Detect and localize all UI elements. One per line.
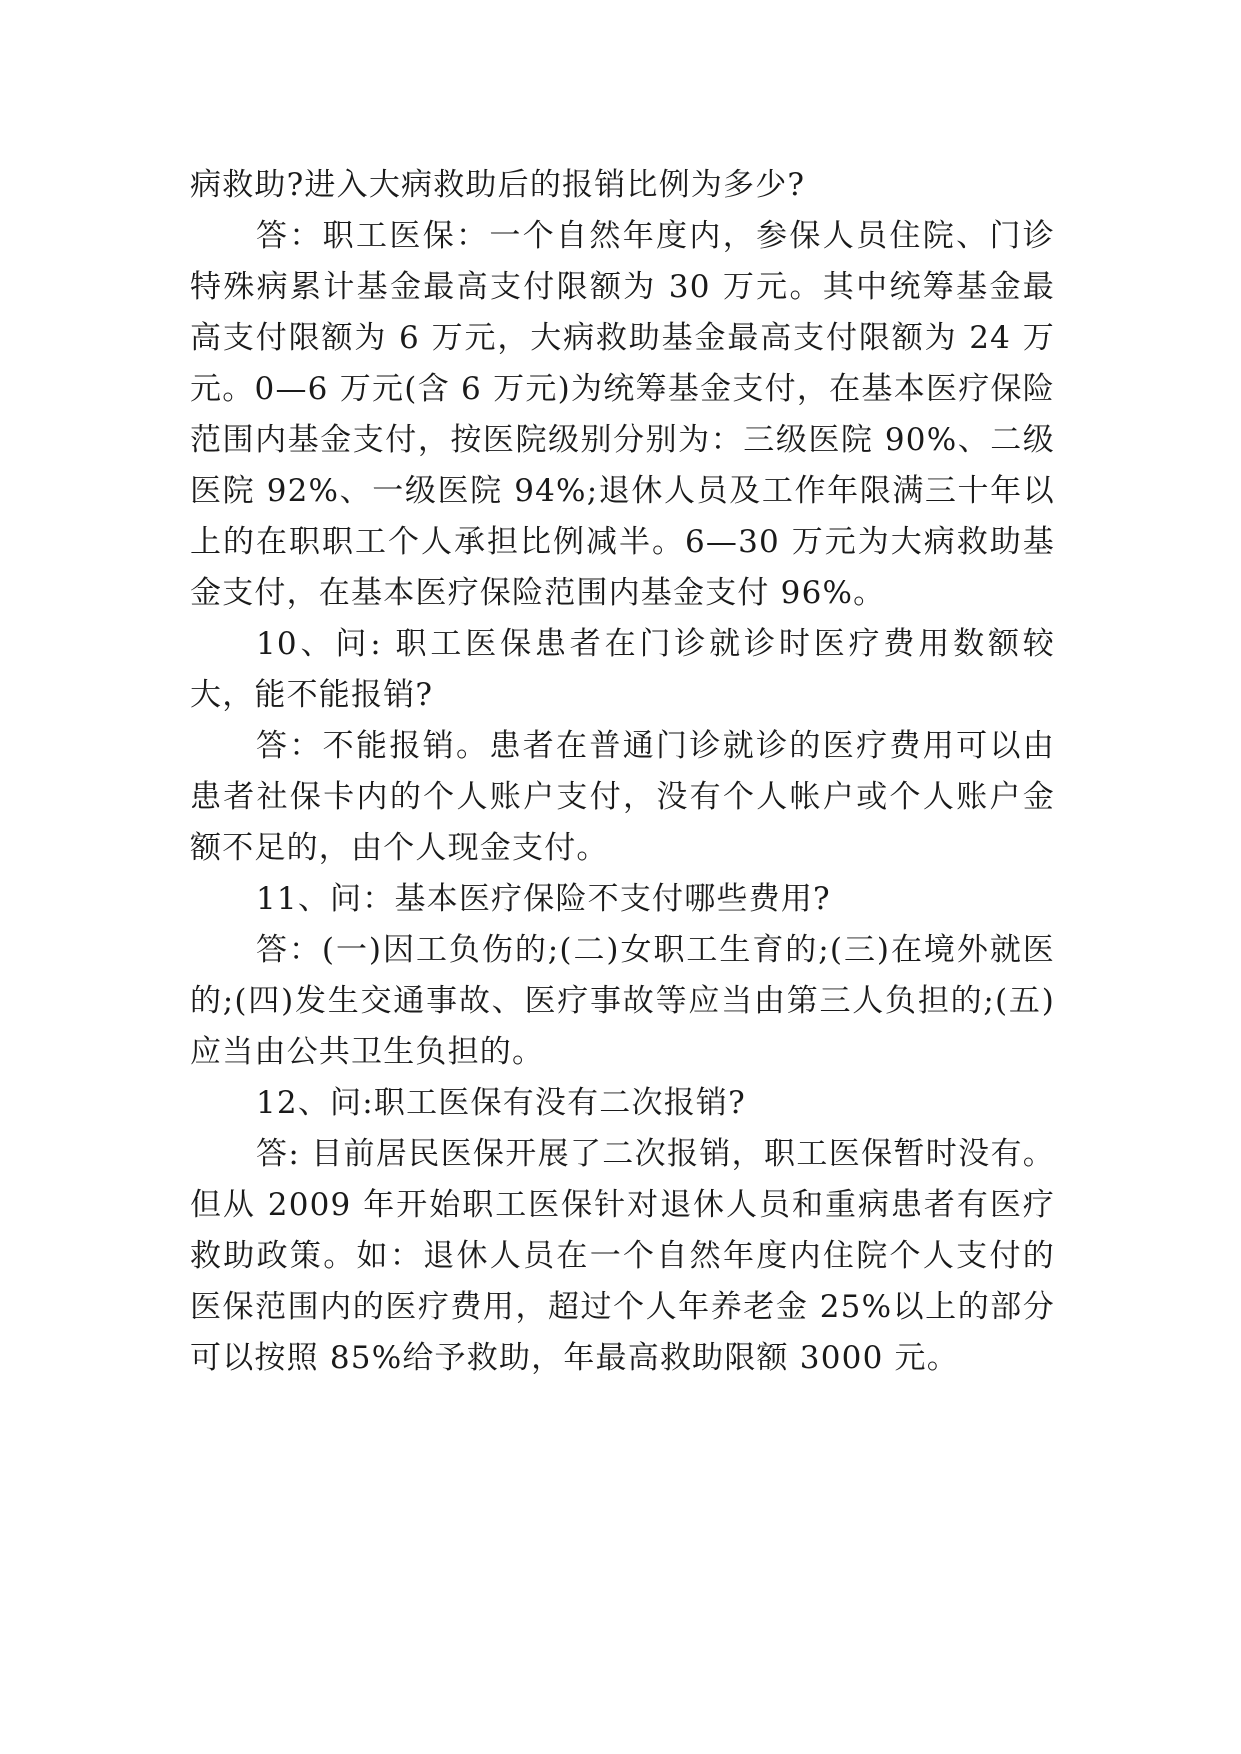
- document-body: [190, 160, 1055, 1384]
- answer-9-paragraph: 答：职工医保：一个自然年度内，参保人员住院、门诊特殊病累计基金最高支付限额为 30 万元。其中统筹基金最高支付限额为 6 万元，大病救助基金最高支付限额为 24 万元。0—6 万元(含 6 万元)为统筹基金支付，在基本医疗保险范围内基金支付，按医院级别分别为：三级医院 90%、二级医院 92%、一级医院 94%;退休人员及工作年限满三十年以上的在职职工个人承担比例减半。6—30 万元为大病救助基金支付，在基本医疗保险范围内基金支付 96%。: [190, 218, 1055, 611]
- paragraph-continuation: 病救助?进入大病救助后的报销比例为多少?: [190, 167, 806, 203]
- answer-11-paragraph: 答：(一)因工负伤的;(二)女职工生育的;(三)在境外就医的;(四)发生交通事故、医疗事故等应当由第三人负担的;(五)应当由公共卫生负担的。: [190, 932, 1055, 1070]
- question-12-paragraph: 12、问:职工医保有没有二次报销?: [256, 1085, 746, 1121]
- answer-10-paragraph: 答：不能报销。患者在普通门诊就诊的医疗费用可以由患者社保卡内的个人账户支付，没有个人帐户或个人账户金额不足的，由个人现金支付。: [190, 728, 1055, 866]
- answer-12-paragraph: 答: 目前居民医保开展了二次报销，职工医保暂时没有。但从 2009 年开始职工医保针对退休人员和重病患者有医疗救助政策。如：退休人员在一个自然年度内住院个人支付的医保范围内的医疗费用，超过个人年养老金 25%以上的部分可以按照 85%给予救助，年最高救助限额 3000 元。: [190, 1136, 1055, 1376]
- question-11-paragraph: 11、问：基本医疗保险不支付哪些费用?: [256, 881, 831, 917]
- question-10-paragraph: 10、问: 职工医保患者在门诊就诊时医疗费用数额较大，能不能报销?: [190, 626, 1055, 713]
